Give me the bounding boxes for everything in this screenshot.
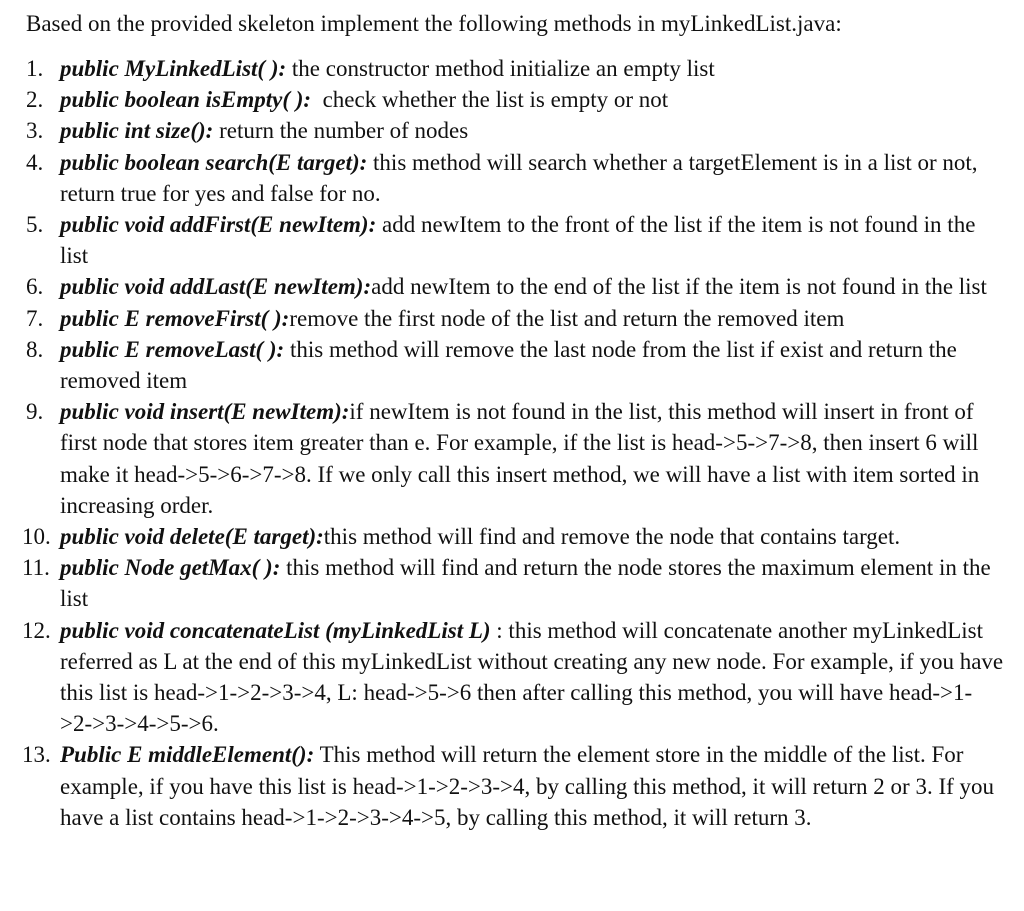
item-number: 4.	[26, 149, 44, 175]
method-description: if newItem is not found in the list, this method will insert in front of first node that stores item greater than e. For example, if the list is head->5->7->8, then insert 6 will make it head->5->6->7->8. If we only call this insert method, we will have a list with item sorted in increasing order.	[60, 399, 980, 518]
method-signature: public MyLinkedList( ):	[60, 56, 287, 81]
item-number: 6.	[26, 274, 44, 300]
method-signature: public Node getMax( ):	[60, 555, 281, 581]
method-description: This method will return the element store in the middle of the list. For example, if you have this list is head->1->2->3->4, by calling this method, it will return 2 or 3. If you have a list contains head->1->2->3->4->5, by calling this method, it will return 3.	[60, 742, 995, 830]
method-item-12	[0, 615, 1024, 740]
method-signature: public void addFirst(E newItem):	[60, 212, 377, 238]
method-description: remove the first node of the list and return the removed item	[289, 305, 845, 331]
item-number: 13.	[22, 742, 51, 768]
method-signature: public boolean search(E target):	[60, 149, 368, 175]
method-item-5	[0, 209, 1024, 271]
method-signature: Public E middleElement():	[60, 742, 315, 768]
method-description: this method will find and return the node stores the maximum element in the list	[60, 555, 991, 612]
method-item-8	[0, 334, 1024, 396]
method-list	[0, 53, 1024, 833]
method-item-11	[0, 552, 1024, 614]
item-number: 7.	[26, 305, 44, 331]
method-description: this method will remove the last node from the list if exist and return the removed item	[60, 336, 957, 394]
item-number: 2.	[26, 87, 44, 113]
item-number: 1.	[26, 56, 44, 81]
item-number: 10.	[22, 524, 51, 550]
item-number: 3.	[26, 118, 44, 144]
method-signature: public void delete(E target):	[60, 524, 324, 550]
method-item-1	[0, 53, 1024, 84]
item-number: 11.	[22, 555, 50, 581]
method-description: the constructor method initialize an empty list	[286, 56, 715, 81]
method-item-6	[0, 271, 1024, 302]
method-description: check whether the list is empty or not	[311, 87, 669, 113]
method-description: add newItem to the front of the list if the item is not found in the list	[60, 212, 976, 269]
method-item-10	[0, 521, 1024, 552]
method-signature: public void addLast(E newItem):	[60, 274, 372, 300]
method-description: add newItem to the end of the list if the item is not found in the list	[371, 274, 987, 300]
item-number: 9.	[26, 399, 44, 425]
method-description: : this method will concatenate another myLinkedList referred as L at the end of this myLinkedList without creating any new node. For example, if you have this list is head->1->2->3->4, L: head->5->6 then after calling this method, you will have head->1->2->3->4->5->6.	[60, 617, 1004, 737]
method-item-3	[0, 115, 1024, 146]
method-item-7	[0, 303, 1024, 334]
method-signature: public E removeFirst( ):	[60, 305, 290, 331]
method-item-9	[0, 396, 1024, 521]
method-signature: public boolean isEmpty( ):	[60, 87, 312, 113]
method-item-2	[0, 84, 1024, 115]
method-signature: public void insert(E newItem):	[60, 399, 350, 425]
method-description: return the number of nodes	[213, 118, 469, 144]
intro-text: Based on the provided skeleton implement the following methods in myLinkedList.java:	[26, 11, 842, 36]
method-item-13	[0, 739, 1024, 833]
method-signature: public void concatenateList (myLinkedList L)	[60, 617, 491, 643]
method-description: this method will find and remove the node that contains target.	[323, 524, 901, 550]
item-number: 12.	[22, 617, 51, 643]
item-number: 5.	[26, 212, 44, 238]
method-item-4	[0, 147, 1024, 209]
method-signature: public E removeLast( ):	[60, 336, 285, 362]
method-signature: public int size():	[60, 118, 214, 144]
method-description: this method will search whether a targetElement is in a list or not, return true for yes and false for no.	[60, 149, 978, 206]
item-number: 8.	[26, 336, 44, 362]
